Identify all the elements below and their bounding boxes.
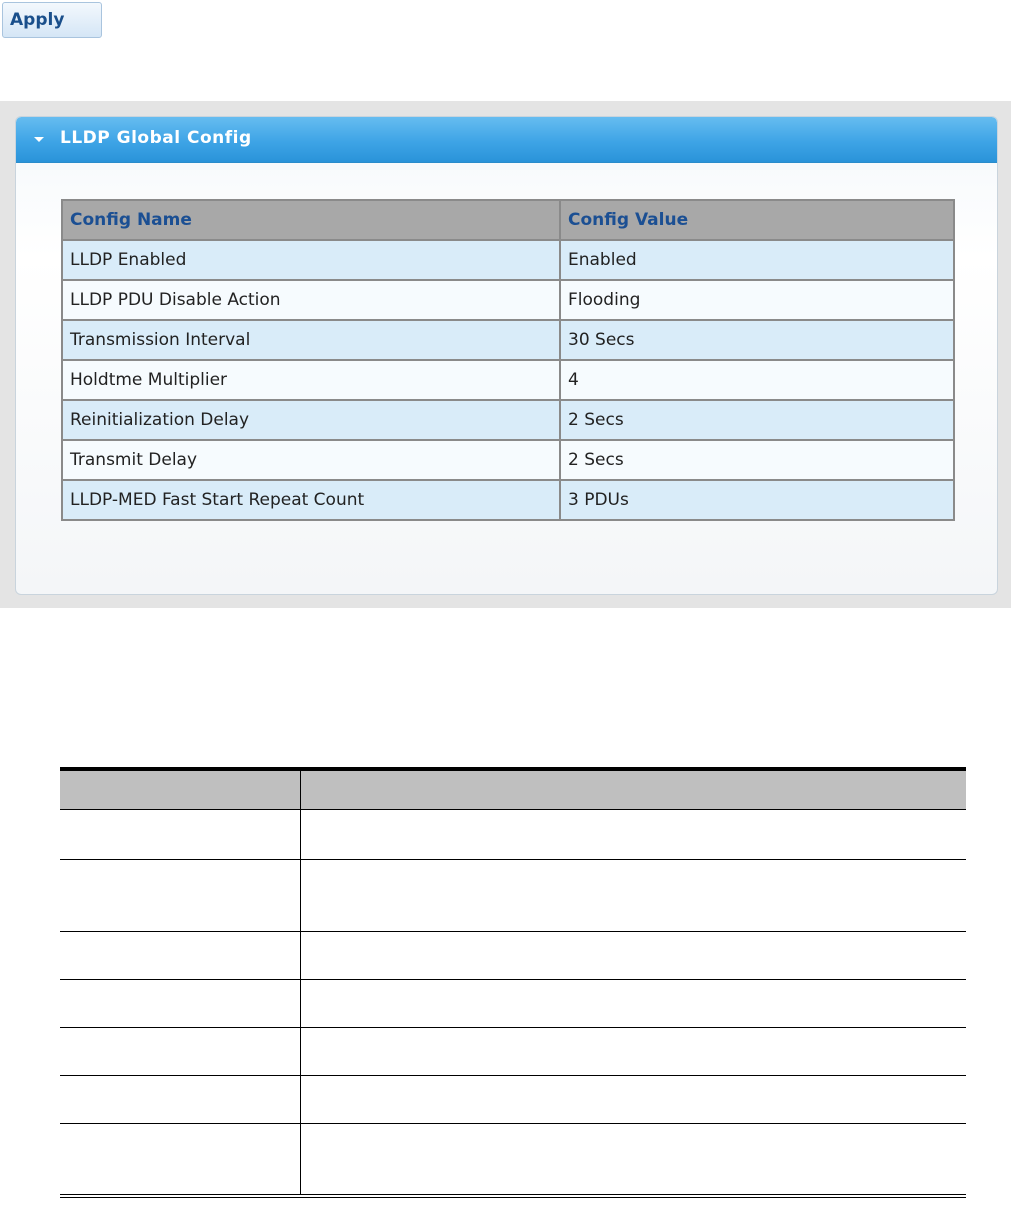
table-row	[62, 440, 954, 480]
description-table-header-row	[60, 771, 966, 810]
table-row	[60, 1028, 966, 1076]
collapse-arrow-icon[interactable]	[34, 137, 44, 142]
description-cell	[301, 1028, 967, 1076]
config-name-cell: LLDP-MED Fast Start Repeat Count	[62, 480, 560, 520]
config-table-header-row	[62, 200, 954, 240]
config-value-cell: 2 Secs	[560, 440, 954, 480]
table-row	[62, 360, 954, 400]
table-row	[60, 980, 966, 1028]
table-row	[60, 1076, 966, 1124]
table-row	[62, 400, 954, 440]
table-row	[60, 860, 966, 932]
config-value-cell: Flooding	[560, 280, 954, 320]
column-header-config-name: Config Name	[62, 200, 560, 240]
config-value-cell: 30 Secs	[560, 320, 954, 360]
config-name-cell: LLDP Enabled	[62, 240, 560, 280]
table-row	[62, 480, 954, 520]
column-header-config-value: Config Value	[560, 200, 954, 240]
object-cell	[60, 932, 301, 980]
panel-backdrop	[0, 101, 1011, 608]
description-table	[60, 767, 966, 1198]
config-value-cell: 4	[560, 360, 954, 400]
object-cell	[60, 810, 301, 860]
table-row	[62, 280, 954, 320]
description-cell	[301, 980, 967, 1028]
object-cell	[60, 1028, 301, 1076]
table-row	[60, 932, 966, 980]
lldp-global-config-panel	[15, 116, 998, 595]
config-name-cell: Holdtme Multiplier	[62, 360, 560, 400]
config-name-cell: LLDP PDU Disable Action	[62, 280, 560, 320]
config-name-cell: Reinitialization Delay	[62, 400, 560, 440]
description-cell	[301, 1124, 967, 1196]
panel-header[interactable]	[16, 117, 997, 163]
description-column-header-object	[60, 771, 301, 810]
object-cell	[60, 860, 301, 932]
config-value-cell: Enabled	[560, 240, 954, 280]
table-row	[60, 810, 966, 860]
config-value-cell: 2 Secs	[560, 400, 954, 440]
description-cell	[301, 810, 967, 860]
table-row	[62, 240, 954, 280]
config-value-cell: 3 PDUs	[560, 480, 954, 520]
description-cell	[301, 860, 967, 932]
description-cell	[301, 932, 967, 980]
config-name-cell: Transmit Delay	[62, 440, 560, 480]
object-cell	[60, 1076, 301, 1124]
panel-title: LLDP Global Config	[60, 128, 252, 148]
object-cell	[60, 1124, 301, 1196]
description-column-header-description	[301, 771, 967, 810]
table-row	[60, 1124, 966, 1196]
config-table	[61, 199, 955, 521]
config-name-cell: Transmission Interval	[62, 320, 560, 360]
object-cell	[60, 980, 301, 1028]
apply-button[interactable]: Apply	[2, 2, 102, 38]
table-row	[62, 320, 954, 360]
description-cell	[301, 1076, 967, 1124]
